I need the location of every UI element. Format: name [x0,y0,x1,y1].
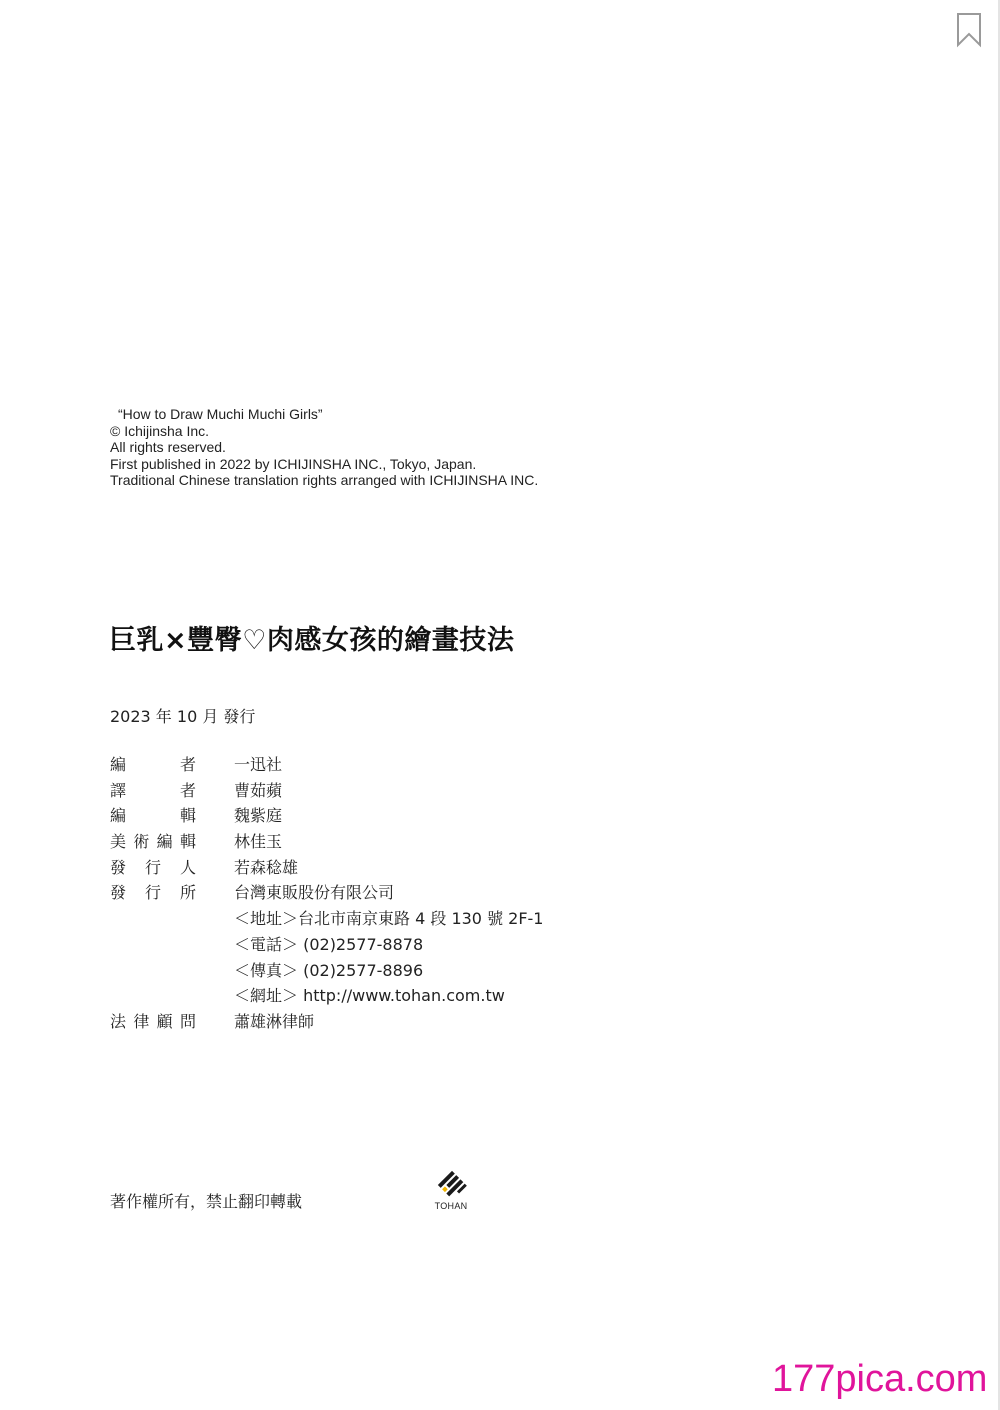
info-row [110,780,630,806]
credits-line: “How to Draw Muchi Muchi Girls” [118,406,323,422]
info-row [110,960,630,986]
info-value: 林佳玉 [234,832,283,852]
info-row [110,805,630,831]
info-label-char: 編 [110,755,127,774]
info-row [110,934,630,960]
info-label [110,960,196,986]
info-value: ＜傳真＞ (02)2577-8896 [234,960,424,980]
info-label-char: 編 [110,806,127,826]
info-value: ＜地址＞台北市南京東路 4 段 130 號 2F-1 [234,909,544,929]
info-label [110,831,196,857]
info-label-char: 法 [110,1011,127,1031]
info-label [110,857,196,883]
info-value: 曹茹蘋 [234,780,283,800]
info-label-char: 輯 [179,806,196,826]
credits-block [110,406,670,489]
info-row [110,754,630,780]
info-value: ＜電話＞ (02)2577-8878 [234,934,424,954]
info-label-char: 美 [110,832,127,852]
bookmark-icon[interactable] [955,12,983,48]
info-label-char: 者 [179,755,196,774]
info-value: 魏紫庭 [234,806,283,826]
info-row [110,857,630,883]
info-row [110,882,630,908]
info-label [110,934,196,960]
tohan-logo-text: TOHAN [434,1201,468,1211]
credits-line: Traditional Chinese translation rights arranged with ICHIJINSHA INC. [110,472,539,489]
info-label-char: 行 [144,883,161,903]
info-label-char: 所 [179,883,196,903]
info-label-char: 發 [110,857,127,877]
info-label-char: 發 [110,883,127,903]
info-label [110,805,196,831]
info-value: ＜網址＞ http://www.tohan.com.tw [234,986,505,1006]
info-label [110,754,196,780]
publication-info [110,754,630,1037]
info-value: 台灣東販股份有限公司 [234,883,395,903]
info-label-char: 行 [144,857,161,877]
info-value: 若森稔雄 [234,857,299,877]
info-label-char: 譯 [110,780,127,800]
book-title: 巨乳×豐臀♡肉感女孩的繪畫技法 [109,625,515,656]
info-label-char: 編 [156,832,173,852]
watermark-text: 177pica.com [772,1358,988,1400]
credits-line: First published in 2022 by ICHIJINSHA INC., Tokyo, Japan. [110,455,477,472]
info-label-char: 者 [179,780,196,800]
info-label-char: 顧 [156,1011,173,1031]
publish-date: 2023 年 10 月 發行 [110,707,256,726]
info-label-char: 律 [133,1011,150,1031]
info-row [110,985,630,1011]
info-label-char: 人 [179,857,196,877]
info-label-char: 術 [133,832,150,852]
info-label [110,780,196,806]
credits-line: © Ichijinsha Inc. [110,422,210,439]
info-label [110,908,196,934]
info-label [110,882,196,908]
info-value: 蕭雄淋律師 [234,1011,315,1031]
info-row [110,1011,630,1037]
info-label-char: 問 [179,1011,196,1031]
info-value: 一迅社 [234,755,283,774]
info-row [110,908,630,934]
info-label-char: 輯 [179,832,196,852]
info-label [110,1011,196,1037]
info-label [110,985,196,1011]
info-row [110,831,630,857]
credits-line: All rights reserved. [110,439,226,456]
copyright-note: 著作權所有，禁止翻印轉載 [110,1192,303,1211]
